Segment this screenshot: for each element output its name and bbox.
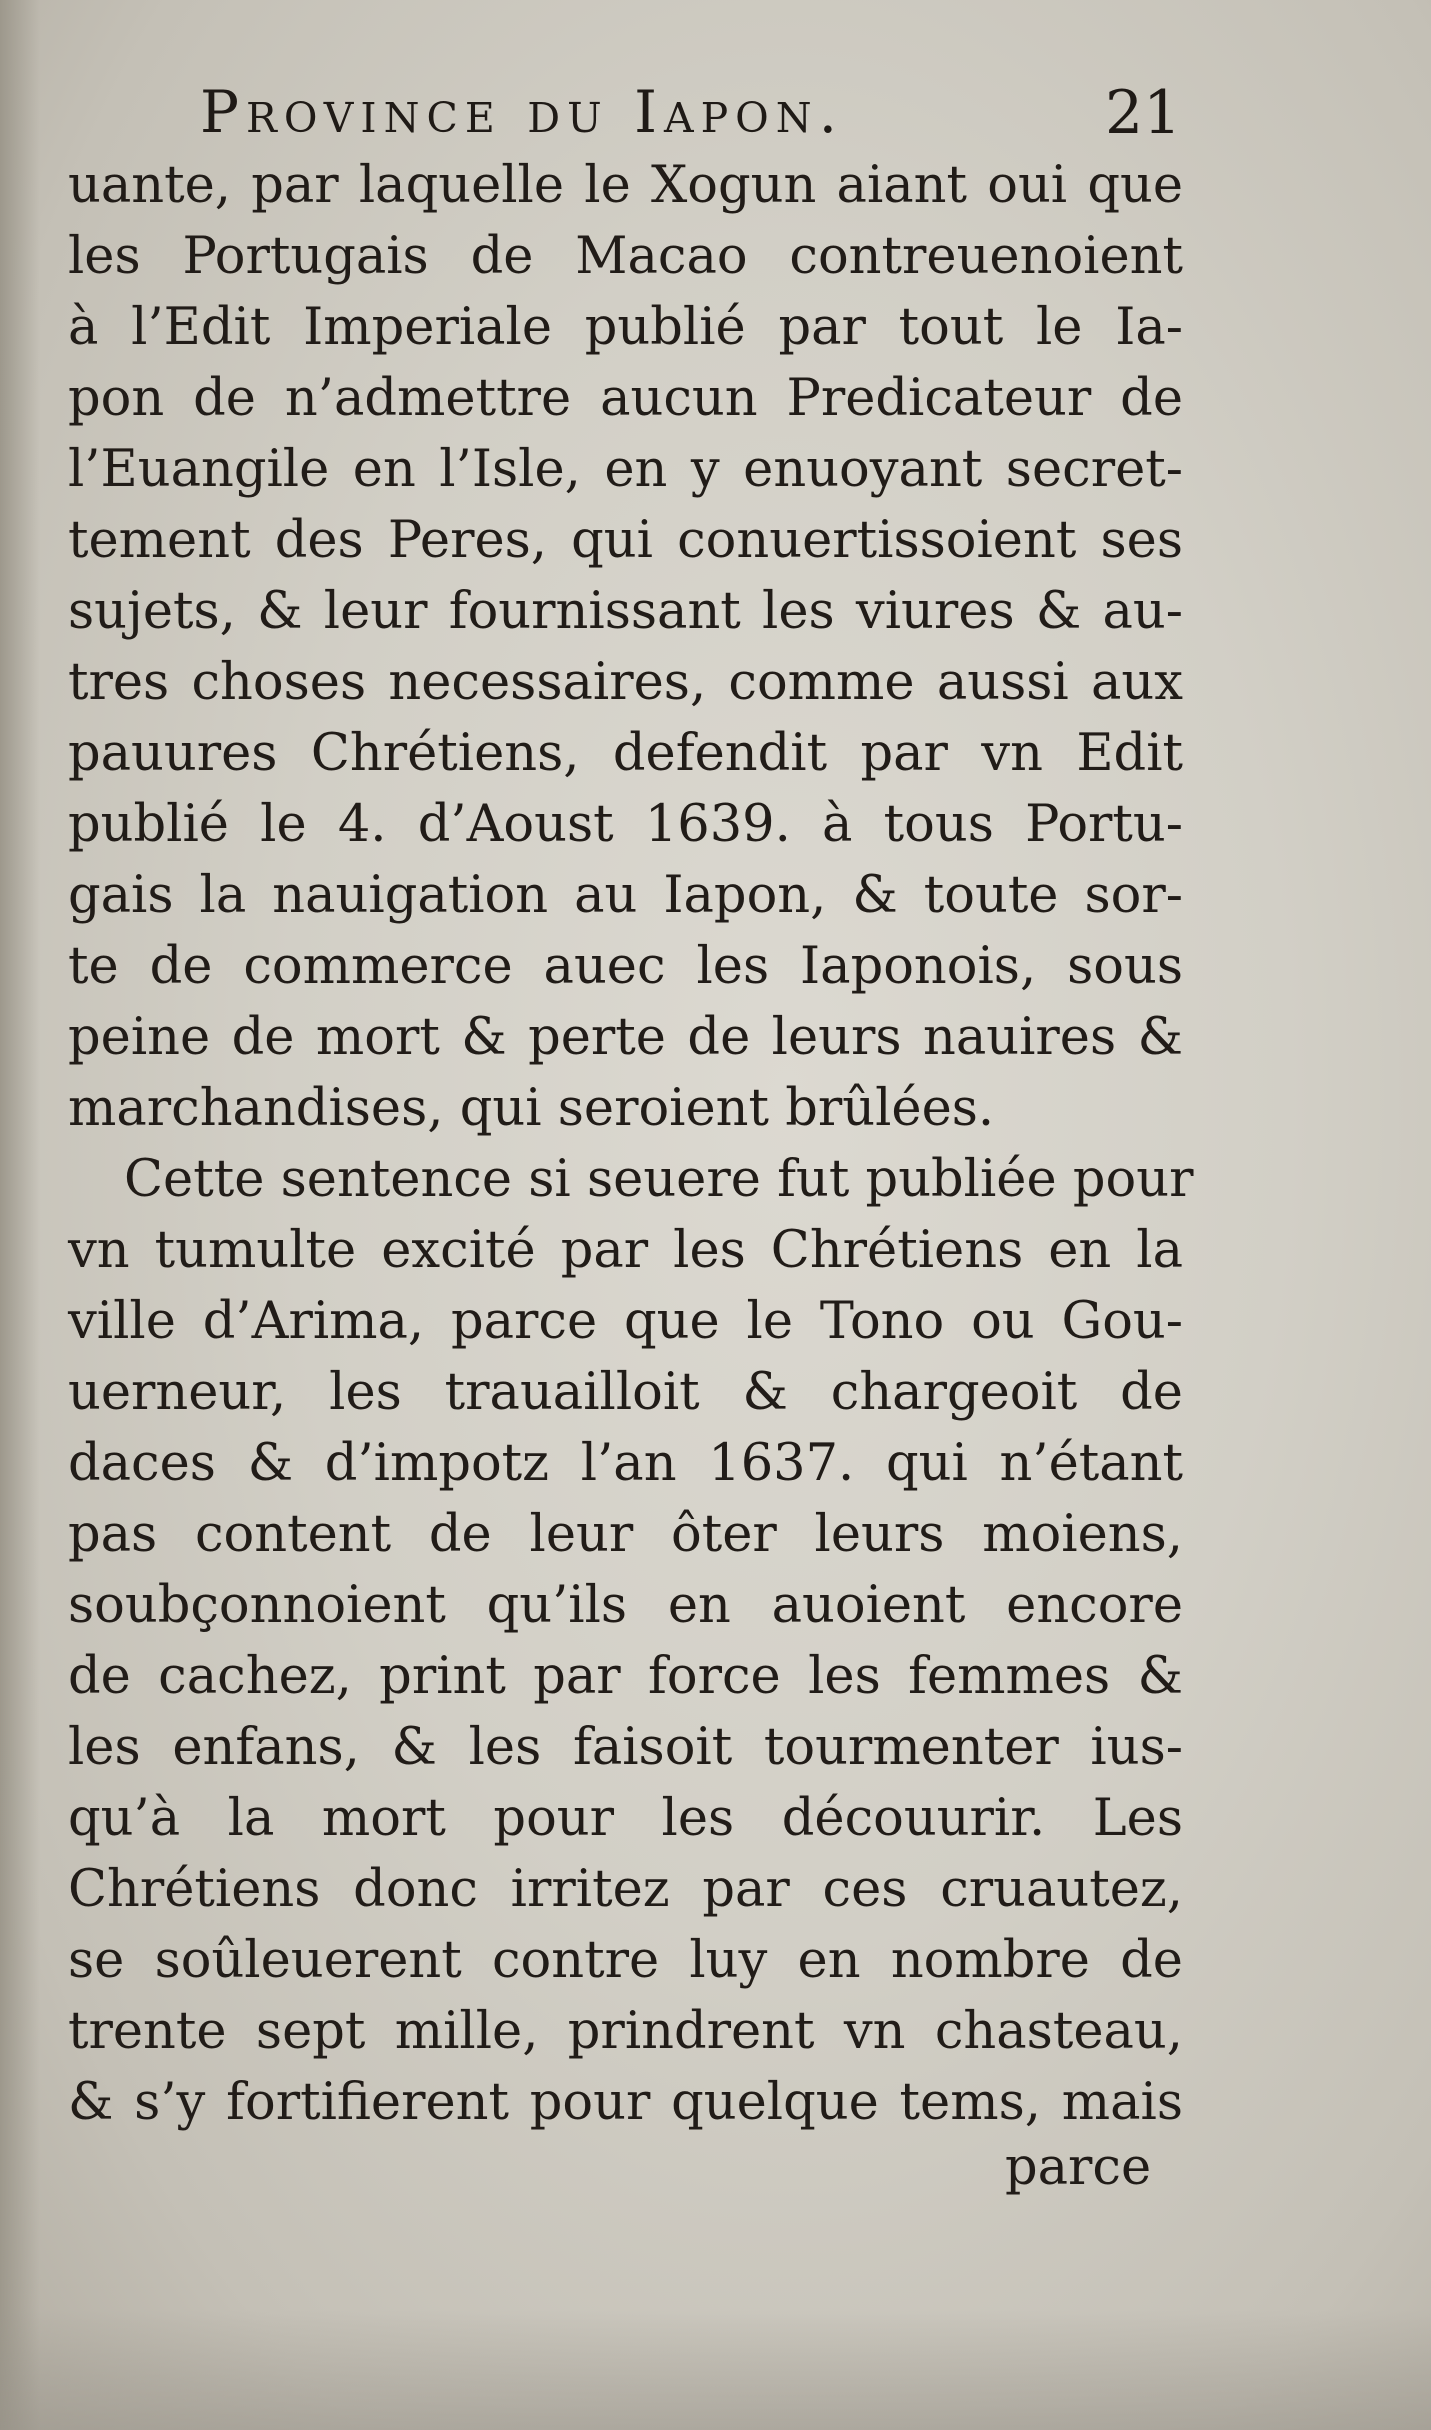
text-line: ville d’Arima, parce que le Tono ou Gou- (68, 1292, 1183, 1351)
text-line: peine de mort & perte de leurs nauires & (68, 1008, 1183, 1067)
text-line: te de commerce auec les Iaponois, sous (68, 937, 1183, 996)
text-line: Cette sentence si seuere fut publiée pour (124, 1150, 1194, 1209)
text-line: uante, par laquelle le Xogun aiant oui que (68, 156, 1183, 215)
text-line: sujets, & leur fournissant les viures & au- (68, 582, 1183, 641)
text-line: tement des Peres, qui conuertissoient ses (68, 511, 1183, 570)
paragraph-1 (68, 150, 1183, 1144)
text-line: gais la nauigation au Iapon, & toute sor- (68, 866, 1183, 925)
text-line: tres choses necessaires, comme aussi aux (68, 653, 1183, 712)
text-line: Chrétiens donc irritez par ces cruautez, (68, 1860, 1183, 1919)
text-line: marchandises, qui seroient brûlées. (68, 1079, 995, 1138)
catchword: parce (1005, 2138, 1152, 2197)
text-line: pon de n’admettre aucun Predicateur de (68, 369, 1183, 428)
text-line: se soûleuerent contre luy en nombre de (68, 1931, 1183, 1990)
text-line: publié le 4. d’Aoust 1639. à tous Portu- (68, 795, 1183, 854)
text-line: l’Euangile en l’Isle, en y enuoyant secret- (68, 440, 1183, 499)
running-head: Province du Iapon. (200, 78, 845, 146)
text-line: daces & d’impotz l’an 1637. qui n’étant (68, 1434, 1183, 1493)
text-line: de cachez, print par force les femmes & (68, 1647, 1183, 1706)
text-line: les Portugais de Macao contreuenoient (68, 227, 1183, 286)
text-line: & s’y fortifierent pour quelque tems, mais (68, 2073, 1183, 2132)
text-line: pauures Chrétiens, defendit par vn Edit (68, 724, 1183, 783)
text-line: vn tumulte excité par les Chrétiens en la (68, 1221, 1183, 1280)
text-line: pas content de leur ôter leurs moiens, (68, 1505, 1183, 1564)
gutter-shadow (0, 0, 40, 2430)
text-line: uerneur, les trauailloit & chargeoit de (68, 1363, 1183, 1422)
text-line: trente sept mille, prindrent vn chasteau, (68, 2002, 1183, 2061)
page-number: 21 (1105, 78, 1182, 148)
text-line: les enfans, & les faisoit tourmenter ius- (68, 1718, 1183, 1777)
text-line: à l’Edit Imperiale publié par tout le Ia- (68, 298, 1183, 357)
body-text (68, 150, 1194, 2138)
text-line: soubçonnoient qu’ils en auoient encore (68, 1576, 1183, 1635)
bottom-shadow (0, 2310, 1431, 2430)
paragraph-2 (68, 1144, 1194, 2138)
text-line: qu’à la mort pour les découurir. Les (68, 1789, 1183, 1848)
